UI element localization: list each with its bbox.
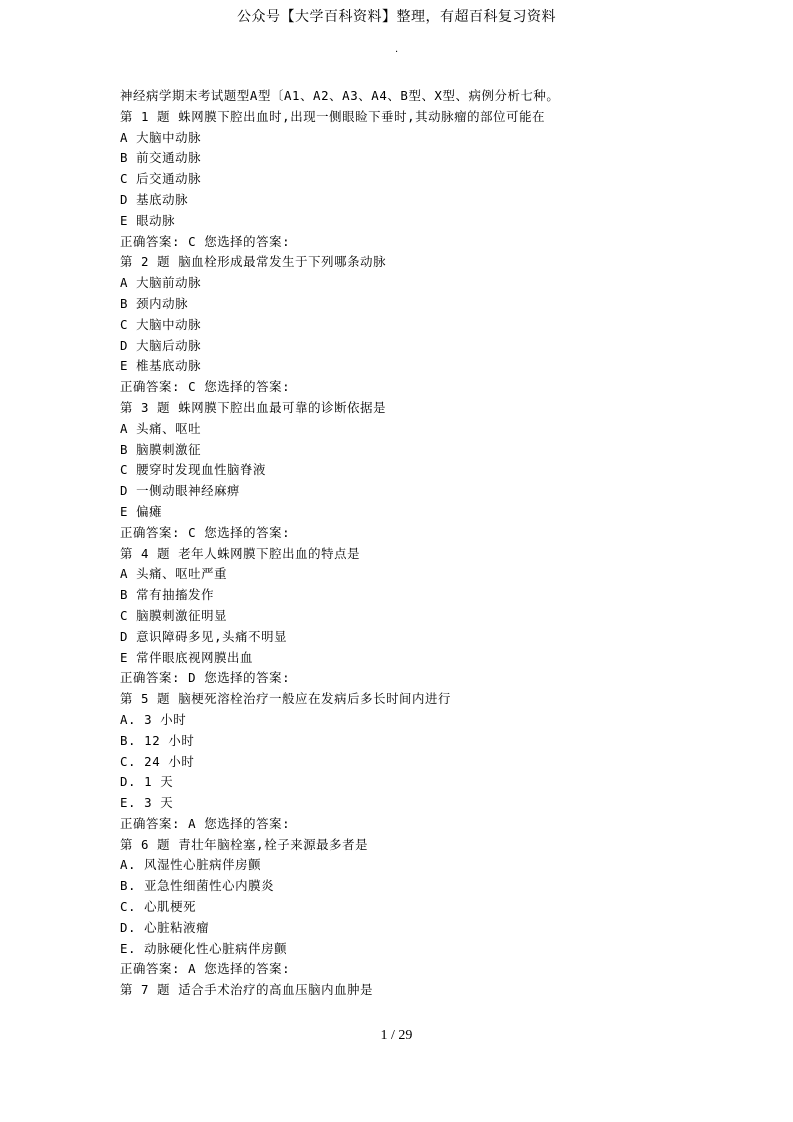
- text-line: 正确答案: A 您选择的答案:: [120, 961, 291, 977]
- text-line: C. 心肌梗死: [120, 899, 197, 915]
- text-line: B 前交通动脉: [120, 150, 202, 166]
- text-line: D. 1 天: [120, 774, 174, 790]
- text-line: 第 1 题 蛛网膜下腔出血时,出现一侧眼睑下垂时,其动脉瘤的部位可能在: [120, 108, 546, 124]
- text-line: 第 4 题 老年人蛛网膜下腔出血的特点是: [120, 545, 361, 561]
- text-line: A 大脑中动脉: [120, 129, 202, 145]
- text-line: A 头痛、呕吐严重: [120, 566, 228, 582]
- text-line: D 基底动脉: [120, 191, 189, 207]
- text-line: D 一侧动眼神经麻痹: [120, 483, 241, 499]
- text-line: D 大脑后动脉: [120, 337, 202, 353]
- text-line: C 大脑中动脉: [120, 316, 202, 332]
- text-line: 第 7 题 适合手术治疗的高血压脑内血肿是: [120, 982, 374, 998]
- text-line: A. 风湿性心脏病伴房颤: [120, 857, 262, 873]
- text-line: B 颈内动脉: [120, 295, 189, 311]
- text-line: C 后交通动脉: [120, 171, 202, 187]
- text-line: E 椎基底动脉: [120, 358, 202, 374]
- text-line: E 偏瘫: [120, 503, 163, 519]
- text-line: B 脑膜刺激征: [120, 441, 202, 457]
- text-line: D 意识障碍多见,头痛不明显: [120, 628, 288, 644]
- document-body: [120, 86, 720, 1001]
- page-header: 公众号【大学百科资料】整理，有超百科复习资料: [237, 9, 556, 25]
- text-line: E. 3 天: [120, 795, 174, 811]
- text-line: 正确答案: C 您选择的答案:: [120, 233, 291, 249]
- text-line: A 大脑前动脉: [120, 275, 202, 291]
- text-line: C. 24 小时: [120, 753, 195, 769]
- text-line: C 脑膜刺激征明显: [120, 607, 228, 623]
- text-line: 正确答案: A 您选择的答案:: [120, 815, 291, 831]
- text-line: 第 2 题 脑血栓形成最常发生于下列哪条动脉: [120, 254, 387, 270]
- text-line: 第 5 题 脑梗死溶栓治疗一般应在发病后多长时间内进行: [120, 691, 452, 707]
- text-line: 正确答案: C 您选择的答案:: [120, 379, 291, 395]
- header-dot: .: [395, 44, 399, 55]
- text-line: B 常有抽搐发作: [120, 587, 215, 603]
- text-line: 正确答案: C 您选择的答案:: [120, 524, 291, 540]
- text-line: E 常伴眼底视网膜出血: [120, 649, 254, 665]
- text-line: D. 心脏粘液瘤: [120, 919, 210, 935]
- page-number: 1 / 29: [380, 1028, 413, 1043]
- text-line: 神经病学期末考试题型A型〔A1、A2、A3、A4、B型、X型、病例分析七种。: [120, 88, 560, 103]
- text-line: C 腰穿时发现血性脑脊液: [120, 462, 267, 478]
- text-line: E 眼动脉: [120, 212, 176, 228]
- text-line: 第 3 题 蛛网膜下腔出血最可靠的诊断依据是: [120, 399, 387, 415]
- text-line: E. 动脉硬化性心脏病伴房颤: [120, 940, 288, 956]
- text-line: 正确答案: D 您选择的答案:: [120, 670, 291, 686]
- text-line: B. 亚急性细菌性心内膜炎: [120, 878, 275, 894]
- text-line: A 头痛、呕吐: [120, 420, 202, 436]
- text-line: A. 3 小时: [120, 711, 187, 727]
- text-line: B. 12 小时: [120, 732, 195, 748]
- text-line: 第 6 题 青壮年脑栓塞,栓子来源最多者是: [120, 836, 369, 852]
